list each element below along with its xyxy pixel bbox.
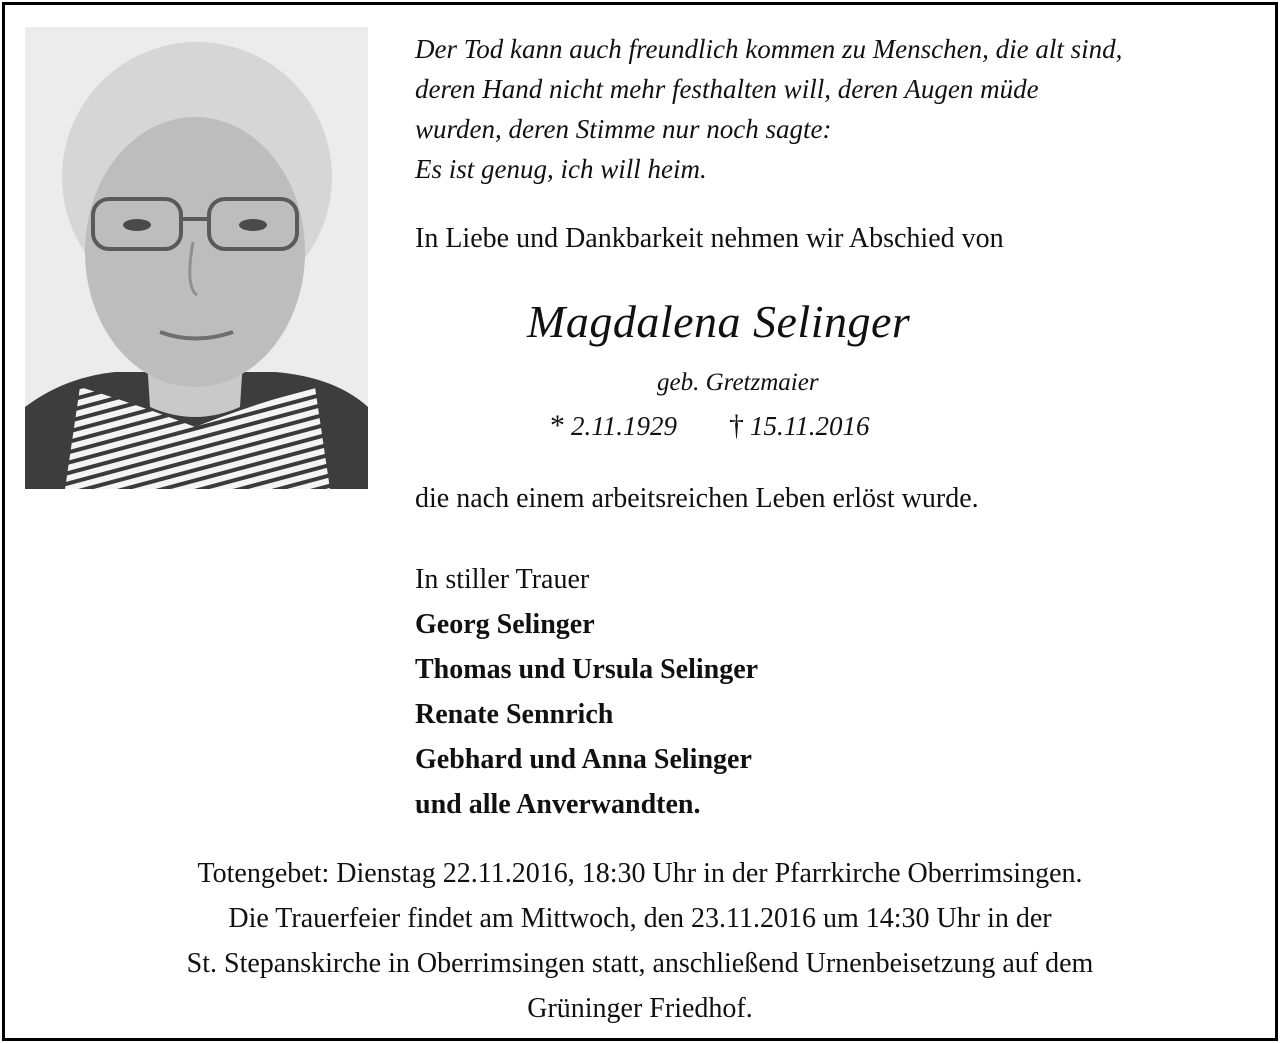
service-line: Grüninger Friedhof. <box>527 993 753 1024</box>
obituary-notice <box>2 2 1278 1041</box>
mourner-name: Thomas und Ursula Selinger <box>415 654 759 685</box>
poem-line: wurden, deren Stimme nur noch sagte: <box>415 114 832 144</box>
mourners-list <box>415 557 758 827</box>
service-line: Die Trauerfeier findet am Mittwoch, den 23.11.2016 um 14:30 Uhr in der <box>228 903 1052 934</box>
mourner-name: und alle Anverwandten. <box>415 789 701 820</box>
birth-star-icon: * <box>550 409 565 442</box>
maiden-name: geb. Gretzmaier <box>657 369 819 396</box>
poem <box>415 29 1265 189</box>
mourning-lead: In stiller Trauer <box>415 564 590 595</box>
service-line: St. Stepanskirche in Oberrimsingen statt, anschließend Urnenbeisetzung auf dem <box>186 948 1094 979</box>
life-dates <box>550 409 870 443</box>
poem-line: Der Tod kann auch freundlich kommen zu Menschen, die alt sind, <box>415 34 1123 64</box>
release-text: die nach einem arbeitsreichen Leben erlöst wurde. <box>415 483 979 514</box>
deceased-name: Magdalena Selinger <box>527 296 911 347</box>
service-details <box>5 851 1275 1031</box>
poem-line: deren Hand nicht mehr festhalten will, deren Augen müde <box>415 74 1039 104</box>
death-cross-icon: † <box>729 409 744 442</box>
birth-date: 2.11.1929 <box>571 411 677 441</box>
death-date: 15.11.2016 <box>750 411 870 441</box>
mourner-name: Renate Sennrich <box>415 699 614 730</box>
mourner-name: Georg Selinger <box>415 609 595 640</box>
poem-line: Es ist genug, ich will heim. <box>415 154 707 184</box>
farewell-intro: In Liebe und Dankbarkeit nehmen wir Abschied von <box>415 223 1004 254</box>
portrait-photo <box>25 27 368 489</box>
mourner-name: Gebhard und Anna Selinger <box>415 744 752 775</box>
service-line: Totengebet: Dienstag 22.11.2016, 18:30 Uhr in der Pfarrkirche Oberrimsingen. <box>197 858 1083 889</box>
